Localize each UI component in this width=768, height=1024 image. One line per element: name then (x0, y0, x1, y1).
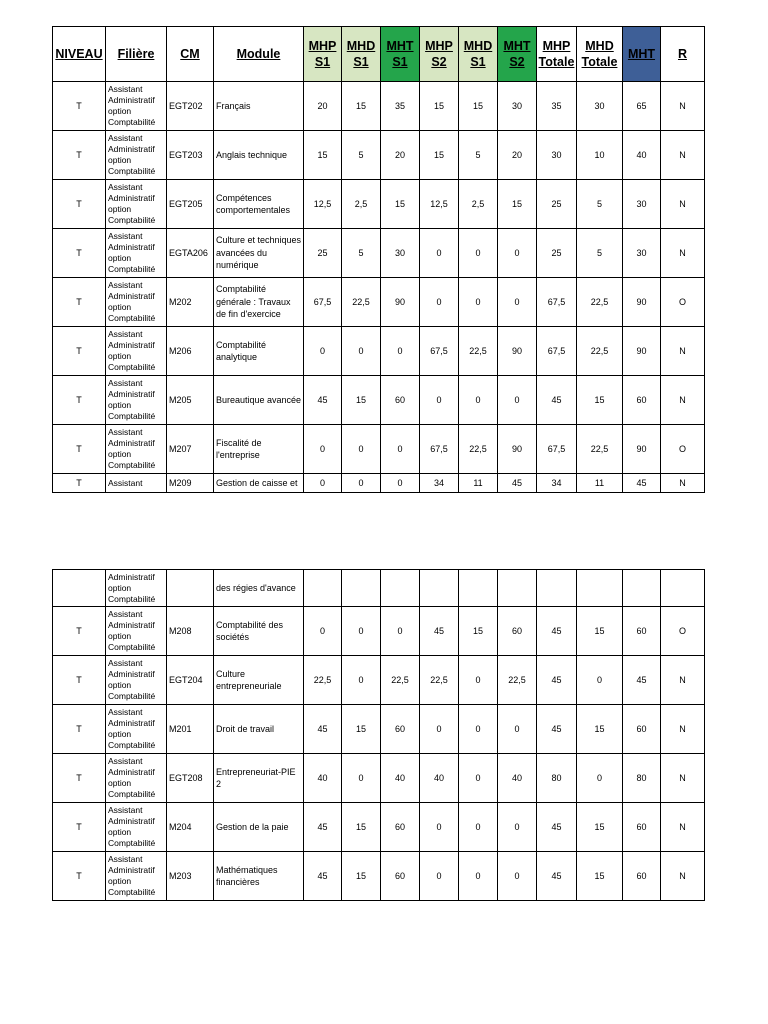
cell-mhd-tot: 22,5 (577, 327, 623, 376)
cell-module: Comptabilité des sociétés (214, 607, 304, 656)
cell-mhp-s2: 67,5 (420, 425, 459, 474)
cell-mht: 90 (623, 278, 661, 327)
cell-mht-s1: 15 (381, 180, 420, 229)
cell-mht: 90 (623, 327, 661, 376)
cell-mhd-s1: 15 (342, 376, 381, 425)
table-row (53, 607, 705, 656)
cell-mhd-s2: 22,5 (459, 327, 498, 376)
cell-niveau: T (53, 376, 106, 425)
cell-mhd-tot: 0 (577, 754, 623, 803)
cell-mhd-tot: 5 (577, 180, 623, 229)
cell-filiere: Assistant Administratif option Comptabilité (106, 229, 167, 278)
cell-mhp-s2: 0 (420, 852, 459, 901)
cell-mht: 60 (623, 852, 661, 901)
cell-mht-s2: 45 (498, 474, 537, 493)
cell-filiere: Assistant Administratif option Comptabilité (106, 852, 167, 901)
table-row (53, 803, 705, 852)
cell-niveau: T (53, 425, 106, 474)
cell-mhd-tot: 22,5 (577, 278, 623, 327)
cell-module: Comptabilité générale : Travaux de fin d'exercice (214, 278, 304, 327)
cell-empty (381, 570, 420, 607)
cell-mhd-s2: 0 (459, 705, 498, 754)
cell-cm: EGTA206 (167, 229, 214, 278)
table-row (53, 278, 705, 327)
cell-filiere: Assistant Administratif option Comptabilité (106, 327, 167, 376)
cell-mhp-tot: 45 (537, 376, 577, 425)
cell-mht-s1: 20 (381, 131, 420, 180)
cell-mhd-s1: 5 (342, 229, 381, 278)
cell-cm: M207 (167, 425, 214, 474)
cell-mhp-s1: 25 (304, 229, 342, 278)
cell-r: N (661, 754, 705, 803)
table-row (53, 376, 705, 425)
cell-r: N (661, 705, 705, 754)
cell-filiere: Assistant Administratif option Comptabilité (106, 278, 167, 327)
cell-cm (167, 570, 214, 607)
cell-mhp-s2: 15 (420, 82, 459, 131)
cell-mhd-tot: 10 (577, 131, 623, 180)
cell-mht-s1: 60 (381, 376, 420, 425)
cell-mhd-s2: 0 (459, 754, 498, 803)
cell-mhp-tot: 34 (537, 474, 577, 493)
cell-mhp-s1: 45 (304, 803, 342, 852)
cell-niveau: T (53, 705, 106, 754)
cell-module: Français (214, 82, 304, 131)
cell-filiere: Assistant Administratif option Comptabilité (106, 607, 167, 656)
cell-niveau: T (53, 607, 106, 656)
cell-mhp-tot: 67,5 (537, 278, 577, 327)
cell-r: N (661, 852, 705, 901)
cell-mhp-s2: 40 (420, 754, 459, 803)
cell-r: N (661, 803, 705, 852)
table-row (53, 131, 705, 180)
cell-module: Gestion de la paie (214, 803, 304, 852)
cell-module: Comptabilité analytique (214, 327, 304, 376)
cell-mhp-s2: 0 (420, 376, 459, 425)
header-mht: MHT (623, 27, 661, 82)
cell-mhp-s2: 45 (420, 607, 459, 656)
cell-r: N (661, 474, 705, 493)
cell-mht-s2: 0 (498, 705, 537, 754)
cell-niveau: T (53, 82, 106, 131)
cell-mhp-s2: 22,5 (420, 656, 459, 705)
cell-niveau (53, 570, 106, 607)
cell-mht-s2: 0 (498, 376, 537, 425)
cell-r: O (661, 607, 705, 656)
cell-empty (577, 570, 623, 607)
cell-mhd-s1: 0 (342, 474, 381, 493)
cell-mht: 90 (623, 425, 661, 474)
cell-r: O (661, 278, 705, 327)
cell-module: Bureautique avancée (214, 376, 304, 425)
table-row (53, 705, 705, 754)
cell-mhp-s1: 40 (304, 754, 342, 803)
cell-mhp-s1: 0 (304, 327, 342, 376)
cell-mht-s2: 90 (498, 425, 537, 474)
table-row (53, 852, 705, 901)
cell-filiere: Assistant Administratif option Comptabilité (106, 754, 167, 803)
cell-niveau: T (53, 803, 106, 852)
cell-mhd-s2: 0 (459, 278, 498, 327)
cell-mhp-s2: 12,5 (420, 180, 459, 229)
cell-mhd-s2: 0 (459, 376, 498, 425)
cell-mht-s2: 0 (498, 278, 537, 327)
table-row (53, 82, 705, 131)
cell-mht-s1: 60 (381, 803, 420, 852)
cell-cm: M206 (167, 327, 214, 376)
cell-niveau: T (53, 474, 106, 493)
cell-mhp-tot: 67,5 (537, 327, 577, 376)
cell-cm: M202 (167, 278, 214, 327)
cell-mht: 60 (623, 803, 661, 852)
table-row (53, 425, 705, 474)
cell-mht: 60 (623, 705, 661, 754)
cell-mhp-s2: 0 (420, 705, 459, 754)
cell-empty (459, 570, 498, 607)
header-mht-s1: MHT S1 (381, 27, 420, 82)
cell-empty (420, 570, 459, 607)
cell-filiere: Assistant Administratif option Comptabilité (106, 425, 167, 474)
cell-module: Mathématiques financières (214, 852, 304, 901)
cell-cm: EGT203 (167, 131, 214, 180)
cell-mhd-tot: 5 (577, 229, 623, 278)
cell-empty (342, 570, 381, 607)
cell-mhp-tot: 25 (537, 229, 577, 278)
cell-empty (623, 570, 661, 607)
cell-mht-s2: 0 (498, 852, 537, 901)
cell-mhd-s1: 0 (342, 607, 381, 656)
cell-mht-s2: 0 (498, 229, 537, 278)
cell-mhd-s1: 0 (342, 425, 381, 474)
cell-mhp-s2: 67,5 (420, 327, 459, 376)
cell-mhp-s2: 0 (420, 278, 459, 327)
cell-mhp-tot: 67,5 (537, 425, 577, 474)
cell-mhp-tot: 45 (537, 705, 577, 754)
module-hours-table-page-1 (52, 26, 705, 493)
cell-mhd-tot: 15 (577, 607, 623, 656)
cell-mhp-s2: 34 (420, 474, 459, 493)
cell-filiere: Administratif option Comptabilité (106, 570, 167, 607)
cell-mhd-s1: 15 (342, 852, 381, 901)
cell-r: N (661, 376, 705, 425)
cell-cm: EGT205 (167, 180, 214, 229)
cell-mhd-s1: 0 (342, 327, 381, 376)
cell-mhd-s1: 0 (342, 656, 381, 705)
cell-filiere: Assistant Administratif option Comptabilité (106, 803, 167, 852)
cell-r: O (661, 425, 705, 474)
cell-mhd-tot: 30 (577, 82, 623, 131)
cell-mhp-s1: 0 (304, 474, 342, 493)
cell-r: N (661, 327, 705, 376)
header-r: R (661, 27, 705, 82)
cell-niveau: T (53, 131, 106, 180)
cell-mhp-s1: 67,5 (304, 278, 342, 327)
cell-mht-s1: 35 (381, 82, 420, 131)
table-header-row (53, 27, 705, 82)
cell-mht: 45 (623, 474, 661, 493)
cell-filiere: Assistant Administratif option Comptabilité (106, 376, 167, 425)
cell-mhd-s2: 5 (459, 131, 498, 180)
cell-r: N (661, 229, 705, 278)
cell-cm: M208 (167, 607, 214, 656)
table-row (53, 754, 705, 803)
cell-mhp-tot: 45 (537, 607, 577, 656)
cell-mht: 45 (623, 656, 661, 705)
cell-r: N (661, 180, 705, 229)
cell-mht: 30 (623, 180, 661, 229)
cell-mht: 60 (623, 376, 661, 425)
cell-mhd-s1: 5 (342, 131, 381, 180)
cell-mhp-s2: 0 (420, 229, 459, 278)
cell-module: Culture entrepreneuriale (214, 656, 304, 705)
module-hours-table-page-2 (52, 569, 705, 901)
cell-module: Culture et techniques avancées du numérique (214, 229, 304, 278)
table-row (53, 474, 705, 493)
cell-mhd-s2: 15 (459, 607, 498, 656)
cell-module: Compétences comportementales (214, 180, 304, 229)
cell-mhd-s1: 15 (342, 705, 381, 754)
cell-mhd-tot: 11 (577, 474, 623, 493)
cell-filiere: Assistant Administratif option Comptabilité (106, 705, 167, 754)
header-mhd-s2: MHD S1 (459, 27, 498, 82)
cell-mhp-s1: 20 (304, 82, 342, 131)
cell-mhd-tot: 15 (577, 803, 623, 852)
cell-mhp-s1: 0 (304, 607, 342, 656)
continuation-row (53, 570, 705, 607)
cell-mhd-s2: 0 (459, 852, 498, 901)
cell-mht-s1: 22,5 (381, 656, 420, 705)
header-niveau: NIVEAU (53, 27, 106, 82)
cell-mhp-s2: 0 (420, 803, 459, 852)
table-row (53, 229, 705, 278)
cell-mhp-tot: 45 (537, 803, 577, 852)
cell-mht-s2: 20 (498, 131, 537, 180)
cell-mht-s1: 40 (381, 754, 420, 803)
cell-module: Gestion de caisse et (214, 474, 304, 493)
cell-mhp-s1: 12,5 (304, 180, 342, 229)
header-mhp-s1: MHP S1 (304, 27, 342, 82)
cell-cm: M204 (167, 803, 214, 852)
cell-mhp-s1: 22,5 (304, 656, 342, 705)
cell-mhp-tot: 80 (537, 754, 577, 803)
cell-module: Droit de travail (214, 705, 304, 754)
cell-mht-s1: 0 (381, 425, 420, 474)
cell-mht-s1: 90 (381, 278, 420, 327)
cell-mht-s2: 90 (498, 327, 537, 376)
cell-mht: 40 (623, 131, 661, 180)
header-mhp-total: MHP Totale (537, 27, 577, 82)
cell-niveau: T (53, 327, 106, 376)
cell-mht-s2: 60 (498, 607, 537, 656)
cell-module: Fiscalité de l'entreprise (214, 425, 304, 474)
cell-empty (537, 570, 577, 607)
cell-niveau: T (53, 229, 106, 278)
cell-mht-s1: 0 (381, 327, 420, 376)
cell-niveau: T (53, 278, 106, 327)
cell-cm: M201 (167, 705, 214, 754)
cell-mhd-s1: 22,5 (342, 278, 381, 327)
cell-empty (304, 570, 342, 607)
cell-mhp-s1: 0 (304, 425, 342, 474)
cell-mhd-tot: 0 (577, 656, 623, 705)
cell-mht: 65 (623, 82, 661, 131)
header-mht-s2: MHT S2 (498, 27, 537, 82)
cell-mht-s2: 0 (498, 803, 537, 852)
cell-r: N (661, 656, 705, 705)
cell-empty (661, 570, 705, 607)
cell-mhp-tot: 25 (537, 180, 577, 229)
cell-cm: M205 (167, 376, 214, 425)
cell-mhp-tot: 45 (537, 656, 577, 705)
cell-cm: M209 (167, 474, 214, 493)
cell-mhp-tot: 35 (537, 82, 577, 131)
cell-mht-s1: 0 (381, 607, 420, 656)
cell-mhp-tot: 45 (537, 852, 577, 901)
cell-mht: 80 (623, 754, 661, 803)
cell-filiere: Assistant Administratif option Comptabilité (106, 656, 167, 705)
cell-mhd-tot: 15 (577, 376, 623, 425)
cell-mhd-s2: 11 (459, 474, 498, 493)
cell-mhd-s2: 0 (459, 656, 498, 705)
table-row (53, 180, 705, 229)
table-row (53, 327, 705, 376)
header-cm: CM (167, 27, 214, 82)
cell-mhd-s1: 0 (342, 754, 381, 803)
cell-empty (498, 570, 537, 607)
cell-mht-s1: 0 (381, 474, 420, 493)
cell-filiere: Assistant Administratif option Comptabilité (106, 82, 167, 131)
cell-cm: EGT202 (167, 82, 214, 131)
cell-mht: 60 (623, 607, 661, 656)
cell-cm: EGT208 (167, 754, 214, 803)
cell-mht-s1: 60 (381, 705, 420, 754)
cell-mht: 30 (623, 229, 661, 278)
header-mhd-s1: MHD S1 (342, 27, 381, 82)
cell-mhd-tot: 15 (577, 705, 623, 754)
cell-filiere: Assistant Administratif option Comptabilité (106, 131, 167, 180)
header-mhd-total: MHD Totale (577, 27, 623, 82)
header-module: Module (214, 27, 304, 82)
cell-mhd-tot: 22,5 (577, 425, 623, 474)
cell-mhp-s2: 15 (420, 131, 459, 180)
cell-niveau: T (53, 656, 106, 705)
cell-mhd-s1: 2,5 (342, 180, 381, 229)
cell-r: N (661, 131, 705, 180)
cell-filiere: Assistant Administratif option Comptabilité (106, 180, 167, 229)
cell-module: Anglais technique (214, 131, 304, 180)
cell-mhd-s2: 0 (459, 229, 498, 278)
cell-mhp-s1: 45 (304, 376, 342, 425)
cell-mht-s2: 40 (498, 754, 537, 803)
cell-mhp-s1: 45 (304, 852, 342, 901)
cell-mhd-s2: 15 (459, 82, 498, 131)
cell-mhd-tot: 15 (577, 852, 623, 901)
header-filiere: Filière (106, 27, 167, 82)
header-mhp-s2: MHP S2 (420, 27, 459, 82)
cell-mhd-s2: 2,5 (459, 180, 498, 229)
cell-filiere: Assistant (106, 474, 167, 493)
cell-niveau: T (53, 852, 106, 901)
cell-mht-s2: 30 (498, 82, 537, 131)
cell-mhp-tot: 30 (537, 131, 577, 180)
cell-mhp-s1: 15 (304, 131, 342, 180)
cell-r: N (661, 82, 705, 131)
cell-mhd-s1: 15 (342, 803, 381, 852)
cell-mhp-s1: 45 (304, 705, 342, 754)
cell-niveau: T (53, 754, 106, 803)
cell-cm: M203 (167, 852, 214, 901)
cell-mht-s2: 22,5 (498, 656, 537, 705)
cell-niveau: T (53, 180, 106, 229)
cell-mht-s2: 15 (498, 180, 537, 229)
cell-mhd-s2: 0 (459, 803, 498, 852)
table-row (53, 656, 705, 705)
cell-mhd-s2: 22,5 (459, 425, 498, 474)
cell-mht-s1: 60 (381, 852, 420, 901)
cell-module: des régies d'avance (214, 570, 304, 607)
cell-mht-s1: 30 (381, 229, 420, 278)
cell-cm: EGT204 (167, 656, 214, 705)
cell-module: Entrepreneuriat-PIE 2 (214, 754, 304, 803)
cell-mhd-s1: 15 (342, 82, 381, 131)
